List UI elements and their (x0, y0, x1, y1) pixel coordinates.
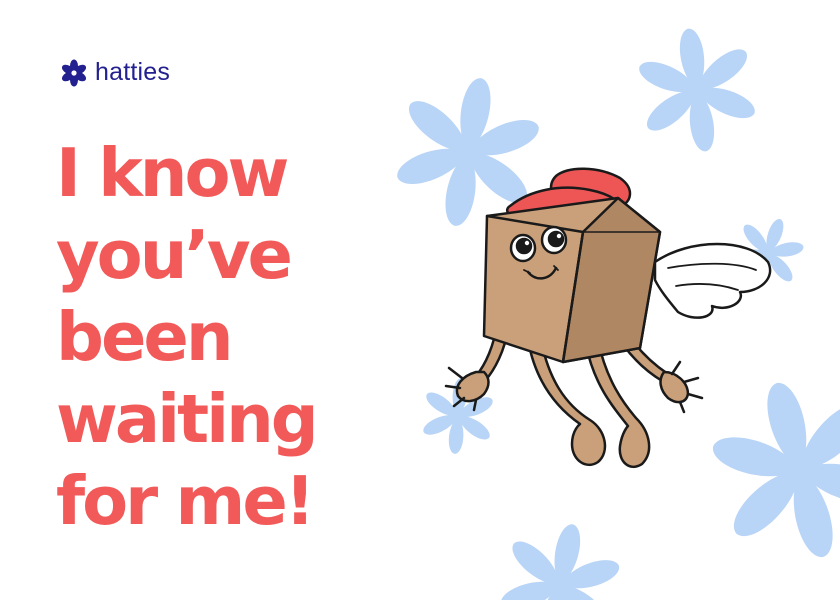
headline (56, 132, 316, 542)
blue-flower-icon (693, 361, 840, 580)
headline-line: you’ve (56, 216, 290, 294)
brand-logo[interactable] (60, 58, 170, 87)
blue-flower-icon (629, 20, 764, 159)
headline-line: been (56, 298, 231, 376)
headline-line: I know (56, 134, 287, 212)
blue-flower-icon (489, 512, 631, 600)
winged-box-mascot (446, 169, 770, 467)
headline-line: for me! (56, 462, 313, 540)
brand-name: hatties (95, 58, 171, 86)
flower-icon (60, 59, 88, 87)
headline-line: waiting (56, 380, 316, 458)
